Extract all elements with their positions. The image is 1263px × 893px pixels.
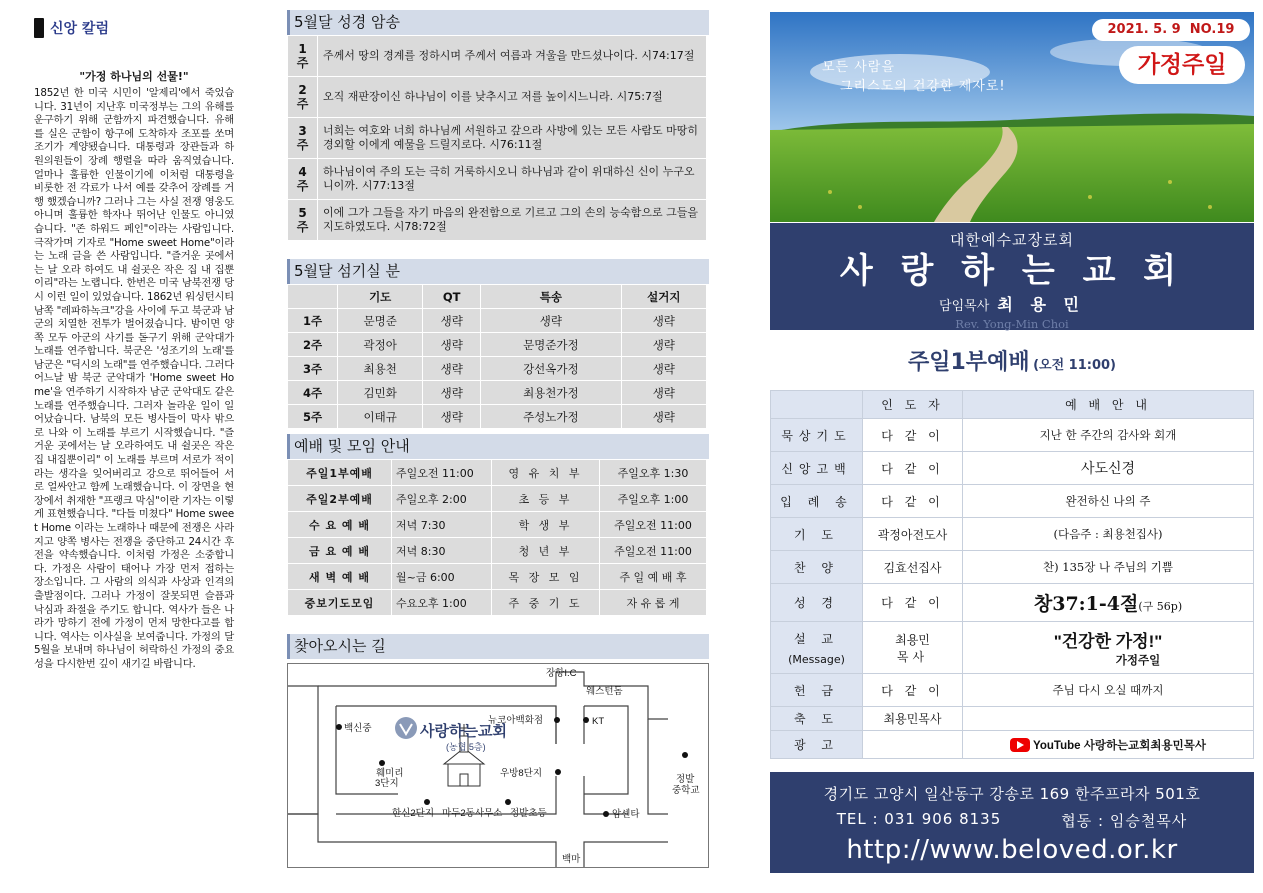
schedule-time: 월~금 6:00	[392, 564, 492, 590]
worship-leader-name: 다 같 이	[881, 428, 944, 443]
worship-col-header: 예 배 안 내	[963, 391, 1254, 419]
map-dot	[682, 752, 688, 758]
contact-line	[770, 810, 1254, 831]
worship-item-label	[771, 518, 863, 551]
pastor-label: 담임목사	[939, 299, 990, 314]
schedule-time: 저녁 8:30	[392, 538, 492, 564]
worship-leader	[863, 518, 963, 551]
pastor-english: Rev. Yong-Min Choi	[955, 317, 1069, 331]
worship-leader-name: 다 같 이	[881, 461, 944, 476]
column-heading	[34, 18, 234, 38]
label-jeongbal: 정발	[676, 774, 695, 785]
label-westerdom: 웨스턴돔	[586, 686, 623, 697]
label-newcoa: 뉴코아백화점	[488, 715, 544, 726]
schedule-row	[288, 486, 707, 512]
roster-cell: 최용천	[338, 357, 423, 381]
roster-col-header: 기도	[338, 285, 423, 309]
schedule-name: 중보기도모임	[288, 590, 392, 616]
roster-cell: 생략	[423, 357, 481, 381]
roster-col-header: QT	[423, 285, 481, 309]
schedule-time: 수요오후 1:00	[392, 590, 492, 616]
verses-section	[287, 10, 709, 241]
label-janghang: 장항I.C	[546, 668, 577, 679]
schedule-row	[288, 538, 707, 564]
roster-cell: 김민화	[338, 381, 423, 405]
worship-content	[963, 419, 1254, 452]
schedule-table	[287, 459, 707, 616]
column-heading-text: 신앙 칼럼	[50, 21, 109, 37]
worship-leader-title: 목사	[896, 649, 929, 664]
verse-text: 너희는 여호와 너희 하나님께 서원하고 갚으라 사방에 있는 모든 사람도 마땅히 경외할 이에게 예물을 드릴지로다. 시76:11절	[318, 118, 707, 159]
schedule-dept: 청 년 부	[492, 538, 600, 564]
worship-title: 주일1부예배	[908, 350, 1030, 375]
worship-item-label	[771, 731, 863, 759]
worship-item-name: 찬 양	[794, 560, 839, 575]
worship-content	[963, 584, 1254, 622]
worship-row	[771, 674, 1254, 707]
worship-content-text: 사도신경	[1080, 461, 1136, 477]
schedule-row	[288, 460, 707, 486]
worship-content	[963, 518, 1254, 551]
label-woobang: 우방8단지	[500, 768, 542, 779]
worship-row	[771, 485, 1254, 518]
website-link[interactable]: http://www.beloved.or.kr	[846, 835, 1178, 865]
worship-title-line	[770, 345, 1254, 376]
worship-item-sub: (Message)	[788, 652, 845, 666]
worship-leader	[863, 419, 963, 452]
worship-row	[771, 518, 1254, 551]
youtube-icon	[1010, 738, 1030, 752]
verse-week: 4주	[288, 159, 318, 200]
column-title: "가정 하나님의 선물!"	[79, 70, 189, 83]
map-drawing	[288, 664, 709, 868]
worship-col-header	[771, 391, 863, 419]
schedule-dept-time: 주일오후 1:30	[600, 460, 707, 486]
directions-map	[287, 663, 709, 868]
verse-week: 2주	[288, 77, 318, 118]
roster-row	[288, 357, 707, 381]
schedule-dept-time: 주일오후 1:00	[600, 486, 707, 512]
label-kt: KT	[592, 716, 605, 727]
directions-heading: 찾아오시는 길	[287, 634, 709, 659]
map-dot	[336, 724, 342, 730]
roster-cell: 문명준가정	[481, 333, 622, 357]
roster-cell: 생략	[621, 381, 706, 405]
schedule-heading: 예배 및 모임 안내	[287, 434, 709, 459]
roster-cell: 이태규	[338, 405, 423, 429]
worship-table	[770, 390, 1254, 759]
roster-cell: 생략	[621, 357, 706, 381]
worship-item-name: 신앙고백	[781, 461, 852, 476]
schedule-time: 주일오후 2:00	[392, 486, 492, 512]
roster-cell: 1주	[288, 309, 338, 333]
faith-column	[34, 18, 234, 672]
worship-leader-name: 다 같 이	[881, 494, 944, 509]
roster-row	[288, 309, 707, 333]
family-sunday-badge: 가정주일	[1119, 46, 1245, 84]
roster-cell: 생략	[423, 309, 481, 333]
schedule-dept-time: 주일오전 11:00	[600, 538, 707, 564]
map-dot	[424, 799, 430, 805]
pastor-name: 최 용 민	[997, 295, 1085, 314]
label-nonghyup: (농협 5층)	[446, 742, 486, 752]
worship-row	[771, 419, 1254, 452]
worship-order	[770, 390, 1254, 759]
church-name: 사 랑 하 는 교 회	[839, 251, 1185, 291]
worship-item-label	[771, 584, 863, 622]
roster-cell: 생략	[423, 381, 481, 405]
map-dot	[583, 717, 589, 723]
schedule-name: 금 요 예 배	[288, 538, 392, 564]
slogan-line-2: 그리스도의 건강한 제자로!	[840, 79, 1006, 94]
church-banner	[770, 223, 1254, 330]
schedule-time: 주일오전 11:00	[392, 460, 492, 486]
worship-row	[771, 584, 1254, 622]
roster-cell: 3주	[288, 357, 338, 381]
worship-content	[963, 731, 1254, 759]
worship-leader	[863, 584, 963, 622]
roster-cell: 생략	[423, 333, 481, 357]
sermon-title: "건강한 가정!"	[1053, 632, 1163, 651]
roster-cell: 생략	[621, 309, 706, 333]
schedule-row	[288, 590, 707, 616]
label-jeongbalcho: 정발초등	[510, 808, 547, 819]
verse-text: 주께서 땅의 경계를 정하시며 주께서 여름과 겨울을 만드셨나이다. 시74:17절	[318, 36, 707, 77]
worship-item-name: 헌 금	[794, 683, 839, 698]
label-baeksin: 백신중	[344, 723, 372, 734]
worship-leader-name: 최용민목사	[883, 712, 942, 726]
label-church: 사랑하는교회	[420, 723, 507, 740]
verses-heading: 5월달 성경 암송	[287, 10, 709, 35]
worship-content	[963, 551, 1254, 584]
worship-leader-name: 곽정아전도사	[877, 527, 948, 542]
schedule-dept-time: 자 유 롭 게	[600, 590, 707, 616]
worship-content-text: 주님 다시 오실 때까지	[1052, 683, 1164, 697]
worship-item-label	[771, 419, 863, 452]
verse-week: 1주	[288, 36, 318, 77]
worship-item-name: 기 도	[794, 527, 839, 542]
label-danji3: 3단지	[375, 778, 399, 789]
schedule-name: 주일2부예배	[288, 486, 392, 512]
worship-content	[963, 622, 1254, 674]
worship-row	[771, 707, 1254, 731]
worship-content	[963, 485, 1254, 518]
map-dot	[603, 811, 609, 817]
worship-content-text: 완전하신 나의 주	[1065, 494, 1151, 508]
coop-pastor: 협동 : 임승철목사	[1061, 812, 1188, 830]
schedule-row	[288, 564, 707, 590]
worship-leader-name: 다 같 이	[881, 596, 944, 610]
church-footer	[770, 772, 1254, 873]
worship-item-name: 성 경	[794, 596, 839, 610]
label-jeongbal-2: 중학교	[672, 785, 700, 796]
column-body: 1852년 한 미국 시민이 '알제리'에서 죽었습니다. 31년이 지난후 미국정부는 그의 유해를 운구하기 위해 군함까지 파견했습니다. 유해를 실은 군함이 항구에 도착하자 조포를 쏘며 조기가 계양됐습니다. 대통령과 장관들과 하원의원들이 장례 행렬을 따라 움직였습니다. 얼마나 훌륭한 인물이기에 이처럼 대통령을 비롯한 전 각료가 나서 예를 갖추어 장례를 거행 했겠습니까? 그러나 그는 사실 전쟁 영웅도 아니며 훌륭한 학자나 뛰어난 인물도 아니였습니다. "존 하워드 페인"이라는 사람입니다. 극작가며 기자로 "Home sweet Home"이라는 노래 글을 쓴 사람입니다. "즐거운 곳에서는 날 오라 하여도 내 쉴곳은 작은 집 내 집뿐이리"라는 노랩니다. 한번은 미국 남북전쟁 당시 이런 일이 있었습니다. 1862년 워싱턴시티 남쪽 "레파하녹크"강을 사이에 두고 북군과 남군의 치열한 전투가 벌어졌습니다. 밤이면 양쪽 모두 아군의 사기를 돋구기 위해 군악대가 노래를 연주합니다. 북군은 '성조기의 노래'를 남군은 "딕시의 노래"를 연주했습니다. 그러다 어느날 밤 북군 군악대가 'Home sweet Home'을 연주하기 시작하자 남군 군악대도 같은 노래를 연주했습니다. 그러자 놀라운 일이 일어났습니다. 남북의 모든 병사들이 막사 밖으로 나와 이 노래를 부르기 시작했습니다. "즐거운 곳에서는 날 오라하여도 내 쉴곳은 작은 집 내집뿐이리" 이 노래를 부르며 서로가 적이라는 생각을 잊어버리고 강으로 뛰어들어 서로 얼싸안고 함께 노래했습니다. 이 장면을 현장에서 취재한 "프랭크 막심"이란 기자는 이렇게 표현했습니다. "다들 미쳤다" Home sweet Home 이라는 노래하나 때문에 전쟁은 사라지고 양쪽 병사는 전쟁을 중단하고 24시간 후전을 약속했습니다. 이처럼 가정은 소중합니다. 가정은 사람이 태어나 가장 먼저 접하는 장소입니다. 그 사람의 의식과 사상과 인격의 출발점이다. 그러나 가정이 잘못되면 슬픔과 낙심과 좌절을 주기도 합니다. 역사가 들은 나라가 망하기 전에 가정이 먼저 망한다고를 합니다. 역사는 이사실을 보여줍니다. 가정의 달 5월을 보내며 하나님이 허락하신 가정의 중요성을 다시한번 깊이 새기길 바랍니다.	[34, 87, 234, 670]
worship-row	[771, 551, 1254, 584]
verses-table	[287, 35, 707, 241]
worship-time: (오전 11:00)	[1033, 358, 1116, 373]
worship-col-header: 인 도 자	[863, 391, 963, 419]
roster-row	[288, 405, 707, 429]
schedule-dept: 학 생 부	[492, 512, 600, 538]
roster-cell: 강선옥가정	[481, 357, 622, 381]
worship-leader-name: 최용민	[895, 632, 930, 647]
verse-week: 5주	[288, 200, 318, 241]
schedule-name: 주일1부예배	[288, 460, 392, 486]
denomination: 대한예수교장로회	[950, 231, 1074, 249]
worship-content-text: (다음주 : 최용천집사)	[1053, 527, 1163, 541]
worship-item-label	[771, 707, 863, 731]
label-amcenter: 암센타	[612, 809, 640, 820]
schedule-section	[287, 434, 709, 616]
schedule-name: 수 요 예 배	[288, 512, 392, 538]
worship-leader	[863, 731, 963, 759]
label-hwimiri: 훼미리	[376, 768, 404, 779]
roster-col-header: 설거지	[621, 285, 706, 309]
worship-content-text: 찬) 135장 나 주님의 기쁨	[1043, 560, 1173, 574]
schedule-name: 새 벽 예 배	[288, 564, 392, 590]
play-icon	[1017, 741, 1024, 749]
worship-row	[771, 731, 1254, 759]
roster-cell: 2주	[288, 333, 338, 357]
roster-cell: 4주	[288, 381, 338, 405]
verse-text: 이에 그가 그들을 자기 마음의 완전함으로 기르고 그의 손의 능숙함으로 그들을 지도하였도다. 시78:72절	[318, 200, 707, 241]
issue-number: NO.19	[1189, 22, 1235, 37]
worship-row	[771, 452, 1254, 485]
verse-row	[288, 159, 707, 200]
worship-item-label	[771, 452, 863, 485]
issue-info	[1092, 19, 1250, 41]
label-baekma: 백마	[562, 854, 581, 865]
roster-table	[287, 284, 707, 429]
roster-cell: 최용천가정	[481, 381, 622, 405]
worship-content	[963, 674, 1254, 707]
worship-leader-name: 다 같 이	[881, 683, 944, 698]
roster-col-header	[288, 285, 338, 309]
verse-row	[288, 200, 707, 241]
roster-cell: 5주	[288, 405, 338, 429]
worship-leader	[863, 707, 963, 731]
phone-number: TEL : 031 906 8135	[836, 810, 1002, 828]
worship-item-name: 축 도	[794, 712, 839, 726]
worship-item-name: 입 례 송	[780, 494, 853, 509]
schedule-dept: 주 중 기 도	[492, 590, 600, 616]
map-dot	[505, 799, 511, 805]
schedule-dept: 목 장 모 임	[492, 564, 600, 590]
roster-cell: 곽정아	[338, 333, 423, 357]
verse-row	[288, 77, 707, 118]
worship-item-name: 설 교	[794, 631, 839, 646]
worship-leader	[863, 452, 963, 485]
verse-row	[288, 36, 707, 77]
roster-cell: 생략	[481, 309, 622, 333]
worship-leader	[863, 485, 963, 518]
worship-content	[963, 707, 1254, 731]
schedule-dept-time: 주일오전 11:00	[600, 512, 707, 538]
roster-section	[287, 259, 709, 429]
worship-leader-name: 김효선집사	[883, 560, 942, 575]
roster-cell: 주성노가정	[481, 405, 622, 429]
youtube-channel[interactable]: YouTube 사랑하는교회최용민목사	[1033, 739, 1206, 752]
slogan-line-1: 모든 사람을	[822, 60, 895, 75]
scripture-ref: 창37:1-4절	[1033, 593, 1139, 615]
issue-date: 2021. 5. 9	[1107, 22, 1181, 37]
map-dot	[554, 717, 560, 723]
scripture-page: (구 56p)	[1138, 600, 1183, 613]
worship-leader	[863, 622, 963, 674]
roster-row	[288, 381, 707, 405]
schedule-dept: 초 등 부	[492, 486, 600, 512]
sermon-subtitle: 가정주일	[1115, 653, 1161, 667]
church-address: 경기도 고양시 일산동구 강송로 169 한주프라자 501호	[823, 785, 1201, 803]
worship-item-label	[771, 622, 863, 674]
pastor-line	[770, 292, 1254, 315]
worship-content-text: 지난 한 주간의 감사와 회개	[1039, 428, 1177, 442]
verse-text: 오직 재판장이신 하나님이 이를 낮추시고 저를 높이시느니라. 시75:7절	[318, 77, 707, 118]
church-logo-icon	[395, 717, 417, 739]
worship-item-label	[771, 485, 863, 518]
roster-cell: 문명준	[338, 309, 423, 333]
verse-week: 3주	[288, 118, 318, 159]
heading-marker	[34, 18, 44, 38]
label-hansin: 한신2단지	[392, 808, 434, 819]
landscape-image	[770, 12, 1254, 222]
worship-content	[963, 452, 1254, 485]
directions-section	[287, 634, 709, 659]
verse-row	[288, 118, 707, 159]
roster-cell: 생략	[621, 405, 706, 429]
roster-cell: 생략	[423, 405, 481, 429]
cover-image	[770, 12, 1254, 222]
worship-row	[771, 622, 1254, 674]
roster-heading: 5월달 섬기실 분	[287, 259, 709, 284]
roster-row	[288, 333, 707, 357]
worship-item-name: 광 고	[794, 738, 839, 752]
schedule-dept: 영 유 치 부	[492, 460, 600, 486]
verse-text: 하나님이여 주의 도는 극히 거룩하시오니 하나님과 같이 위대하신 신이 누구오니이까. 시77:13절	[318, 159, 707, 200]
map-dot	[379, 760, 385, 766]
worship-item-label	[771, 674, 863, 707]
schedule-time: 저녁 7:30	[392, 512, 492, 538]
worship-item-name: 묵상기도	[781, 428, 852, 443]
worship-item-label	[771, 551, 863, 584]
schedule-dept-time: 주 일 예 배 후	[600, 564, 707, 590]
worship-leader	[863, 674, 963, 707]
schedule-row	[288, 512, 707, 538]
map-dot	[555, 769, 561, 775]
roster-col-header: 특송	[481, 285, 622, 309]
roster-cell: 생략	[621, 333, 706, 357]
worship-leader	[863, 551, 963, 584]
label-madu: 마두2동사무소	[442, 808, 503, 819]
